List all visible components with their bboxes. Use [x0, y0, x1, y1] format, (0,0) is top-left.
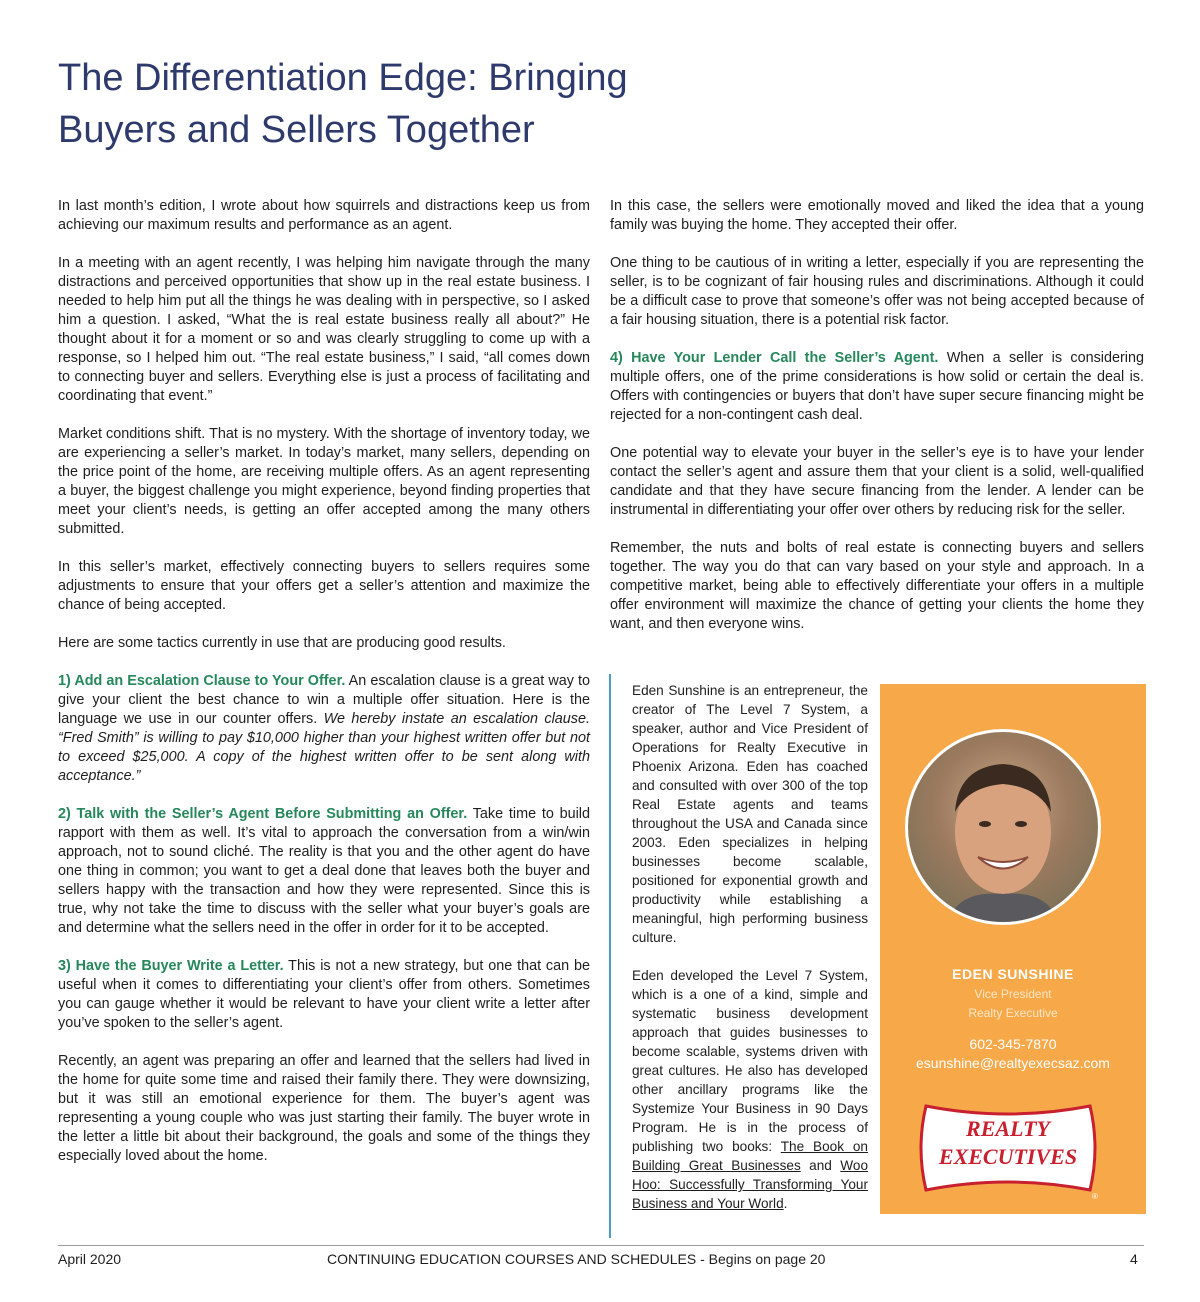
right-column — [610, 197, 1144, 653]
book-title-link[interactable]: The Book on Building Great Businesses — [632, 1139, 868, 1173]
article-title — [58, 52, 958, 156]
bio-paragraph: Eden Sunshine is an entrepreneur, the creator of The Level 7 System, a speaker, author and Vice President of Operations for Realty Executive in Phoenix Arizona. Eden has coached and consulted with over 300 of the top Real Estate agents and teams throughout the USA and Canada since 2003. Eden specializes in helping businesses become scalable, positioned for exponential growth and productivity while establishing a meaningful, high performing business culture. — [632, 683, 868, 945]
logo-word-executives: EXECUTIVES — [938, 1144, 1078, 1169]
author-bio — [632, 681, 868, 1232]
footer-divider — [58, 1245, 1144, 1246]
paragraph: Remember, the nuts and bolts of real estate is connecting buyers and sellers together. The way you do that can vary based on your style and approach. In a competitive market, being able to effectively differentiate your offers in a multiple offer environment will maximize the chance of getting your clients the home they want, and then everyone wins. — [610, 540, 1144, 632]
paragraph: In this seller’s market, effectively connecting buyers to sellers requires some adjustments to ensure that your offers get a seller’s attention and maximize the chance of being accepted. — [58, 559, 590, 613]
portrait-illustration — [908, 732, 1098, 922]
tactic-1-heading: 1) Add an Escalation Clause to Your Offer. — [58, 673, 346, 689]
paragraph: Market conditions shift. That is no mystery. With the shortage of inventory today, we are experiencing a seller’s market. In today’s market, many sellers, depending on the price point of the home, are receiving multiple offers. As an agent representing a buyer, the biggest challenge you might experience, beyond finding properties that meet your client’s needs, is getting an offer accepted among the many others submitted. — [58, 426, 590, 537]
bio-text: and — [800, 1158, 841, 1173]
tactic-3-body: This is not a new strategy, but one that can be useful when it comes to differentiating your client’s offer from others. Sometimes you can gauge whether it would be relevant to have your client write a letter after you’ve spoken to the seller’s agent. — [58, 958, 590, 1031]
paragraph: In a meeting with an agent recently, I was helping him navigate through the many distractions and perceived opportunities that show up in the real estate business. I needed to help him put all the things he was dealing with in perspective, so I asked him a question. I asked, “What the is real estate business really all about?” He thought about it for a moment or so and was clearly struggling to come up with a response, so I helped him out. “The real estate business,” I said, “all comes down to connecting buyer and sellers. Everything else is just a process of facilitating and coordinating that event.” — [58, 255, 590, 404]
paragraph: Here are some tactics currently in use that are producing good results. — [58, 635, 506, 651]
footer-promo: CONTINUING EDUCATION COURSES AND SCHEDULES - Begins on page 20 — [327, 1251, 826, 1267]
footer-date: April 2020 — [58, 1251, 122, 1267]
author-phone[interactable]: 602-345-7870 — [969, 1036, 1057, 1052]
tactic-4 — [610, 349, 1144, 425]
registered-mark: ® — [1092, 1192, 1098, 1201]
author-card — [880, 684, 1146, 1214]
tactic-2-heading: 2) Talk with the Seller’s Agent Before Submitting an Offer. — [58, 806, 468, 822]
paragraph: Recently, an agent was preparing an offer and learned that the sellers had lived in the home for quite some time and raised their family there. They were downsizing, but it was still an emotional experience for them. The buyer’s agent was representing a young couple who was just starting their family. The buyer wrote in the letter a little bit about their background, the goals and some of the things they especially loved about the home. — [58, 1053, 590, 1164]
tactic-3 — [58, 957, 590, 1033]
tactic-4-heading: 4) Have Your Lender Call the Seller’s Agent. — [610, 350, 939, 366]
tactic-1 — [58, 672, 590, 786]
tactic-4-body: When a seller is considering multiple offers, one of the prime considerations is how solid or certain the deal is. Offers with contingencies or buyers that don’t have super secure financing might be rejected for a non-contingent cash deal. — [610, 350, 1145, 423]
book-title-link[interactable]: Woo Hoo: Successfully Transforming Your Business and Your World — [632, 1158, 869, 1211]
bio-text: Eden developed the Level 7 System, which is a one of a kind, simple and systematic business development approach that guides businesses to become scalable, systems driven with great cultures. He also has developed other ancillary programs like the Systemize Your Business in 90 Days Program. He is in the process of publishing two books: — [632, 968, 868, 1154]
paragraph: One potential way to elevate your buyer in the seller’s eye is to have your lender contact the seller’s agent and assure them that your client is a solid, well-qualified candidate and that they have secure financing from the lender. A lender can be instrumental in differentiating your offer over others by reducing risk for the seller. — [610, 445, 1144, 518]
author-email[interactable]: esunshine@realtyexecsaz.com — [916, 1055, 1110, 1071]
logo-word-realty: REALTY — [966, 1116, 1050, 1141]
page-number: 4 — [1130, 1251, 1138, 1267]
title-line-1: The Differentiation Edge: Bringing — [58, 57, 628, 99]
author-company: Realty Executive — [968, 1006, 1058, 1020]
paragraph: In this case, the sellers were emotionally moved and liked the idea that a young family was buying the home. They accepted their offer. — [610, 198, 1144, 233]
tactic-2-body: Take time to build rapport with them as well. It’s vital to approach the conversation from a win/win approach, not to sound cliché. The reality is that you and the other agent do have one thing in common; you want to get a deal done that leaves both the buyer and sellers happy with the transaction and how they were represented. Since this is true, why not take the time to discuss with the seller what your buyer’s goals are and determine what the sellers need in the offer in order for it to be accepted. — [58, 806, 590, 936]
bio-divider — [609, 674, 611, 1238]
author-title: Vice President — [974, 987, 1052, 1001]
tactic-3-heading: 3) Have the Buyer Write a Letter. — [58, 958, 284, 974]
tactic-2 — [58, 805, 590, 938]
tactic-1-quote: We hereby instate an escalation clause. “Fred Smith” is willing to pay $10,000 higher than your highest written offer but not to exceed $25,000. A copy of the highest written offer to be sent along with acceptance.” — [58, 711, 590, 784]
bio-paragraph — [632, 966, 868, 1213]
left-column — [58, 197, 590, 1185]
author-name: EDEN SUNSHINE — [952, 966, 1074, 982]
paragraph: In last month’s edition, I wrote about how squirrels and distractions keep us from achieving our maximum results and performance as an agent. — [58, 198, 590, 233]
tactic-1-body: An escalation clause is a great way to give your client the best chance to win a multiple offer situation. Here is the language we use in our counter offers. — [58, 673, 590, 727]
paragraph: One thing to be cautious of in writing a letter, especially if you are representing the seller, is to be cognizant of fair housing rules and discriminations. Although it could be a difficult case to prove that someone’s offer was not being accepted because of a fair housing situation, there is a potential risk factor. — [610, 255, 1144, 328]
author-photo — [905, 729, 1101, 925]
realty-executives-logo — [916, 1100, 1100, 1196]
title-line-2: Buyers and Sellers Together — [58, 109, 535, 151]
bio-text: . — [783, 1196, 788, 1211]
